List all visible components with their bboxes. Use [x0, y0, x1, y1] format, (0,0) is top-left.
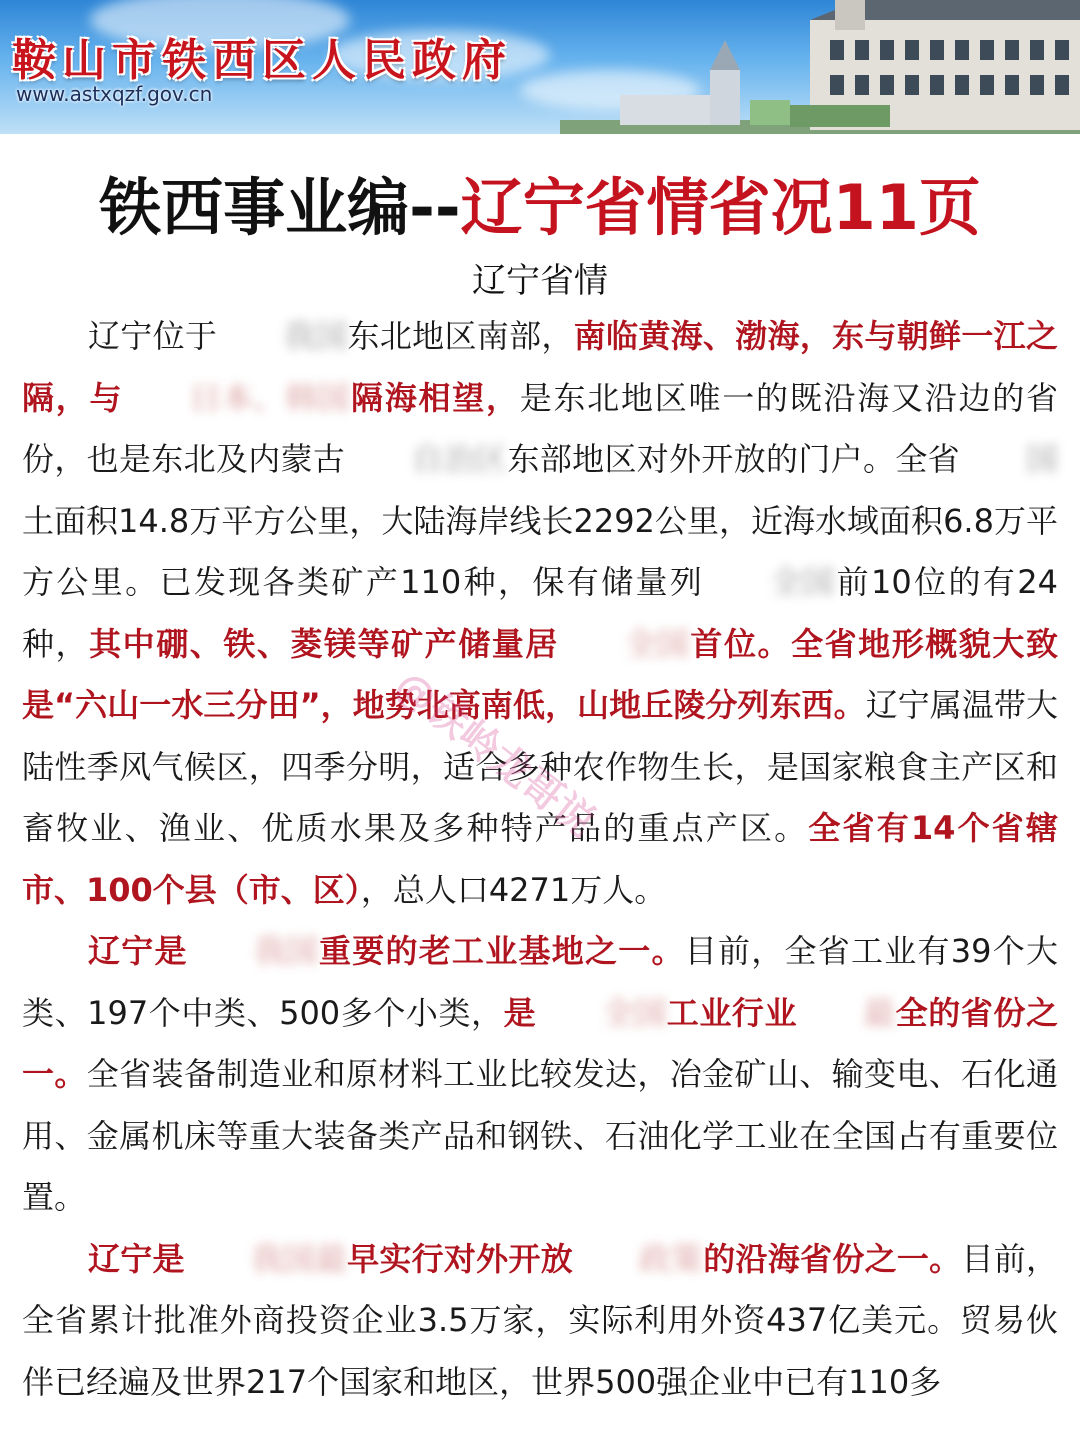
highlight-text: 隔海相望，: [349, 378, 520, 417]
text: 东北地区南部，: [347, 317, 574, 355]
highlight-text: 全省有14个省辖市、100个县（市、区）: [22, 809, 1058, 909]
blurred-text: 全国: [624, 624, 689, 663]
highlight-text: 辽宁是: [88, 1239, 185, 1278]
site-url: www.astxqzf.gov.cn: [16, 82, 213, 106]
blurred-text: 全国: [602, 993, 667, 1032]
text: 是东北地区唯一的既沿海又沿边的省份，也是东北及内蒙古: [22, 378, 1058, 478]
highlight-text: 重要的老工业基地之一。: [317, 932, 685, 970]
highlight-text: 工业行业: [666, 993, 798, 1032]
text: ，总人口4271万人。: [360, 870, 667, 909]
page-title: [0, 152, 1080, 264]
article-body: [0, 306, 1080, 1413]
title-part-red: 辽宁省情省况11页: [460, 171, 981, 244]
government-building-image: [560, 0, 1080, 134]
watermark: @铁岭龙哥说: [386, 662, 604, 847]
text: 目前，全省工业有39个大类、197个中类、500多个小类，: [22, 932, 1058, 1032]
blurred-text: 我国最: [250, 1239, 347, 1278]
blurred-text: 国: [1025, 440, 1058, 478]
paragraph-geography: [22, 306, 1058, 921]
highlight-text: 是: [503, 993, 537, 1032]
blurred-text: 全国: [770, 563, 835, 601]
blurred-text: 政策: [638, 1239, 703, 1278]
text: 辽宁属温带大陆性季风气候区，四季分明，适合多种农作物生长，是国家粮食主产区和畜牧业、渔业、优质水果及多种特产品的重点产区。: [22, 686, 1058, 847]
paragraph-industry: [22, 921, 1058, 1229]
text: 辽宁位于: [88, 317, 218, 355]
text: 东部地区对外开放的门户。全省: [507, 440, 960, 478]
highlight-text: 辽宁是: [88, 932, 188, 970]
blurred-text: 最: [863, 993, 896, 1032]
highlight-text: 早实行对外开放: [346, 1239, 573, 1278]
highlight-text: 全的省份之一。: [22, 993, 1058, 1093]
blurred-text: 我国: [253, 932, 318, 970]
highlight-text: 的沿海省份之一。: [703, 1239, 962, 1278]
paragraph-opening-up: [22, 1229, 1058, 1414]
highlight-text: 南临黄海、渤海，东与朝鲜一江之隔，与: [22, 317, 1058, 417]
site-name: 鞍山市铁西区人民政府: [12, 35, 512, 86]
highlight-text: 首位。全省地形概貌大致是“六山一水三分田”，地势北高南低，山地丘陵分列东西。: [22, 624, 1058, 724]
text: 目前，全省累计批准外商投资企业3.5万家，实际利用外资437亿美元。贸易伙伴已经遍及世界217个国家和地区，世界500强企业中已有110多: [22, 1239, 1058, 1401]
text: 全省装备制造业和原材料工业比较发达，冶金矿山、输变电、石化通用、金属机床等重大装备类产品和钢铁、石油化学工业在全国占有重要位置。: [22, 1055, 1058, 1216]
blurred-text: 日本、韩国: [189, 378, 350, 417]
text: 土面积14.8万平方公里，大陆海岸线长2292公里，近海水域面积6.8万平方公里。已发现各类矿产110种，保有储量列: [22, 501, 1058, 601]
blurred-text: 自治区: [411, 440, 508, 478]
text: 前10位的有24种，: [22, 563, 1058, 663]
highlight-text: 其中硼、铁、菱镁等矿产储量居: [89, 624, 559, 663]
header-banner: [0, 0, 1080, 134]
title-part-black: 铁西事业编--: [99, 171, 461, 244]
page-subtitle: 辽宁省情: [472, 261, 608, 301]
blurred-text: 我国: [283, 317, 348, 355]
